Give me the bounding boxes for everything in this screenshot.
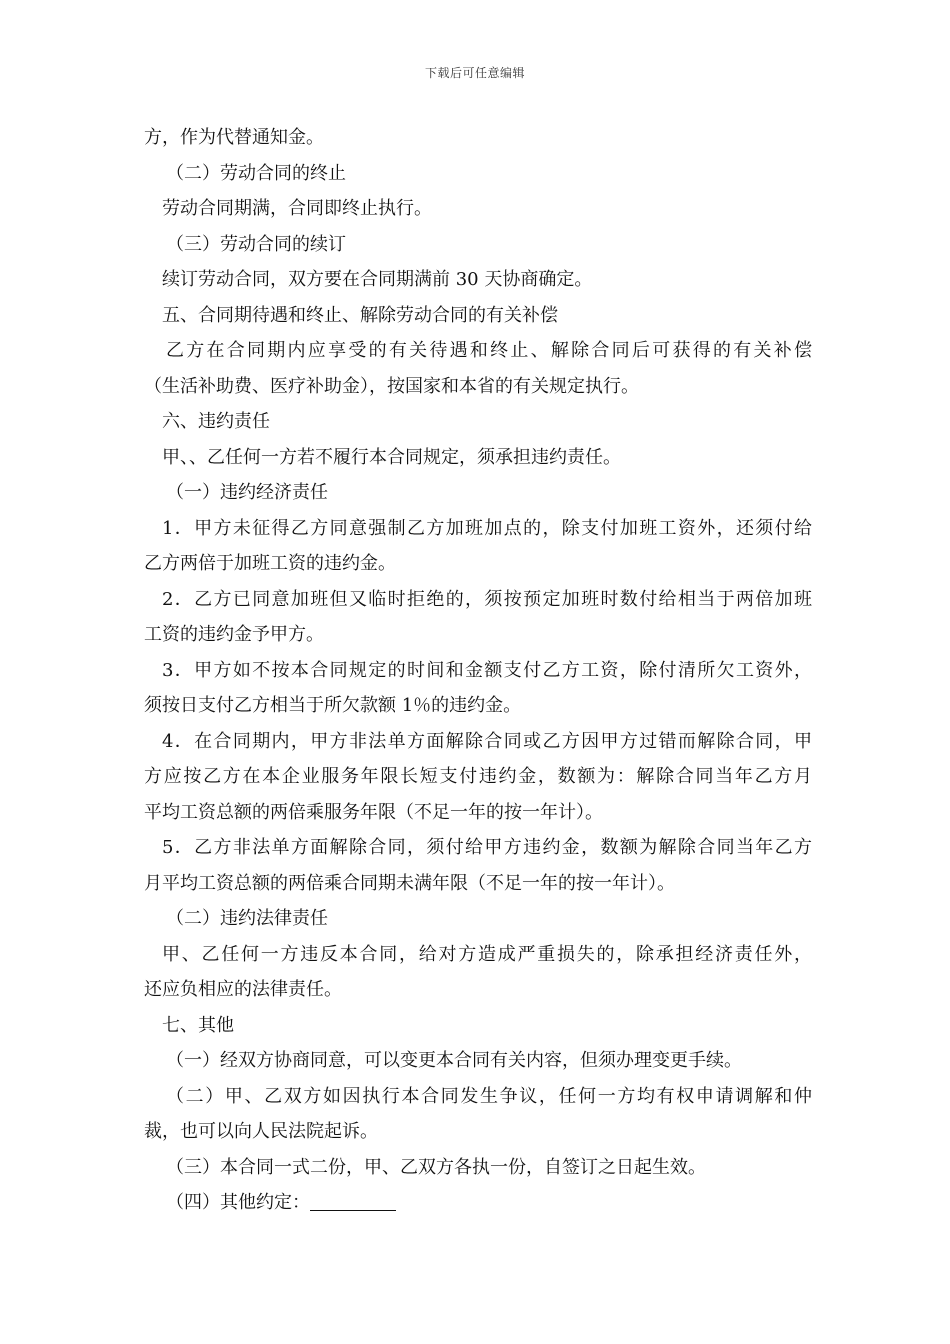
section-heading: 五、合同期待遇和终止、解除劳动合同的有关补偿 <box>162 304 558 326</box>
paragraph-line: 裁，也可以向人民法院起诉。 <box>144 1121 378 1142</box>
section-heading: （二）劳动合同的终止 <box>166 162 346 184</box>
paragraph-line: 方，作为代替通知金。 <box>144 127 324 148</box>
paragraph-line: （一）经双方协商同意，可以变更本合同有关内容，但须办理变更手续。 <box>166 1050 742 1071</box>
paragraph-line: 甲、乙任何一方违反本合同，给对方造成严重损失的，除承担经济责任外， <box>162 943 812 965</box>
section-heading: （三）劳动合同的续订 <box>166 233 346 255</box>
paragraph-line: （二）甲、乙双方如因执行本合同发生争议，任何一方均有权申请调解和仲 <box>166 1085 812 1107</box>
other-agreement-label: （四）其他约定： <box>166 1192 310 1213</box>
paragraph-line: （生活补助费、医疗补助金），按国家和本省的有关规定执行。 <box>144 375 639 397</box>
section-heading: 七、其他 <box>162 1014 234 1036</box>
page-header: 下载后可任意编辑 <box>424 66 525 80</box>
paragraph-line: 4．在合同期内，甲方非法单方面解除合同或乙方因甲方过错而解除合同，甲 <box>162 730 812 752</box>
paragraph-line: 2．乙方已同意加班但又临时拒绝的，须按预定加班时数付给相当于两倍加班 <box>162 588 812 610</box>
paragraph-line: 乙方两倍于加班工资的违约金。 <box>144 553 396 574</box>
paragraph-line: 方应按乙方在本企业服务年限长短支付违约金，数额为：解除合同当年乙方月 <box>144 766 812 787</box>
paragraph-line: 月平均工资总额的两倍乘合同期未满年限（不足一年的按一年计）。 <box>144 872 675 894</box>
other-agreement-line <box>144 1185 812 1221</box>
paragraph-line: 乙方在合同期内应享受的有关待遇和终止、解除合同后可获得的有关补偿 <box>166 340 812 361</box>
paragraph-line: 续订劳动合同，双方要在合同期满前 30 天协商确定。 <box>162 269 593 290</box>
paragraph-line: 5．乙方非法单方面解除合同，须付给甲方违约金，数额为解除合同当年乙方 <box>162 837 812 858</box>
paragraph-line: 工资的违约金予甲方。 <box>144 624 324 645</box>
section-heading: （二）违约法律责任 <box>166 908 328 929</box>
signature-blank-line[interactable] <box>310 1192 396 1211</box>
paragraph-line: 须按日支付乙方相当于所欠款额 1％的违约金。 <box>144 695 522 716</box>
paragraph-line: 平均工资总额的两倍乘服务年限（不足一年的按一年计）。 <box>144 801 603 823</box>
paragraph-line: 还应负相应的法律责任。 <box>144 979 342 1000</box>
paragraph-line: 劳动合同期满，合同即终止执行。 <box>162 198 432 219</box>
paragraph-line: 甲、、乙任何一方若不履行本合同规定，须承担违约责任。 <box>162 446 621 468</box>
paragraph-line: 1．甲方未征得乙方同意强制乙方加班加点的，除支付加班工资外，还须付给 <box>162 517 812 539</box>
paragraph-line: （三）本合同一式二份，甲、乙双方各执一份，自签订之日起生效。 <box>166 1156 706 1178</box>
section-heading: 六、违约责任 <box>162 411 270 432</box>
section-heading: （一）违约经济责任 <box>166 482 328 503</box>
paragraph-line: 3．甲方如不按本合同规定的时间和金额支付乙方工资，除付清所欠工资外， <box>162 659 812 681</box>
document-body <box>144 120 812 1221</box>
